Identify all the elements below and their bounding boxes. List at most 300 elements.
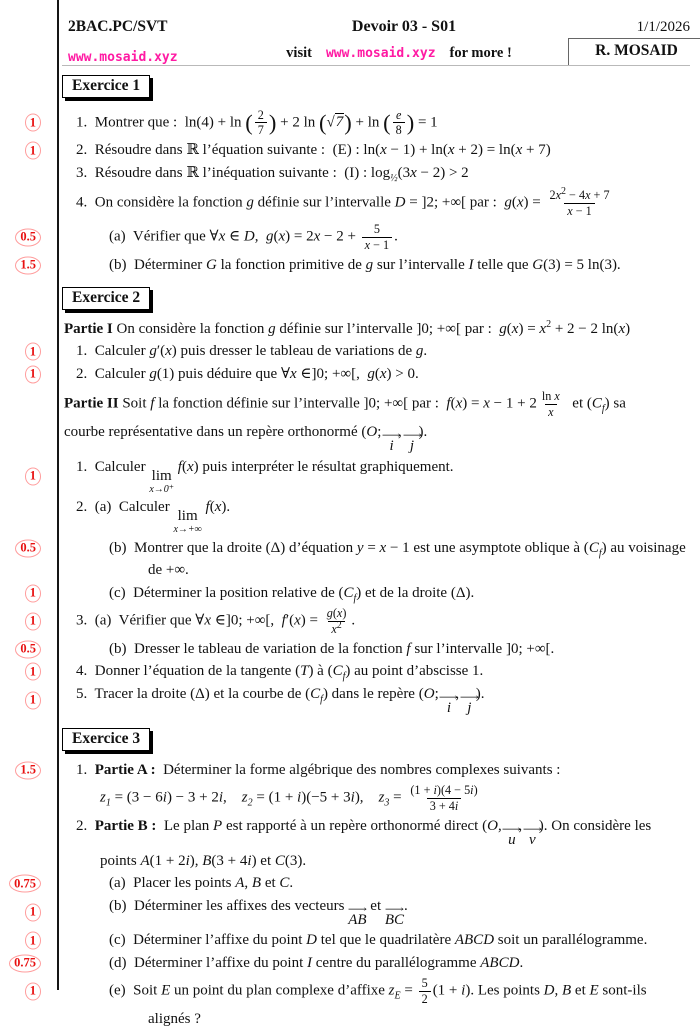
denominator — [419, 991, 431, 1007]
math-var: D — [394, 194, 406, 211]
subscript: 3 — [384, 797, 390, 809]
denominator — [427, 798, 462, 814]
exercise-line — [62, 423, 690, 454]
text: centre du parallélogramme — [312, 954, 481, 971]
text: . — [394, 228, 398, 245]
text: tel que le quadrilatère — [317, 932, 455, 949]
math-var: x — [511, 320, 519, 337]
lim-word: lim — [151, 467, 172, 484]
points-badge — [25, 342, 41, 361]
paren: ) — [344, 109, 352, 135]
exercise-line — [14, 954, 690, 973]
math-var: x — [548, 404, 554, 419]
math-var: x — [379, 539, 387, 556]
exercise-line — [62, 783, 690, 813]
text: 5. Tracer la droite (Δ) et la courbe de ( — [76, 685, 311, 702]
text: 5 — [421, 976, 428, 991]
math-var: C — [274, 852, 285, 869]
subscript: ½ — [390, 172, 398, 184]
math-var: y — [356, 539, 364, 556]
text: définie sur l’intervalle ]0; +∞[ par : — [275, 320, 500, 337]
points-value: 1.5 — [15, 256, 41, 274]
text: ), — [354, 789, 379, 806]
text: ( — [374, 365, 380, 382]
math-var: g — [504, 194, 512, 211]
points-badge — [15, 761, 41, 780]
text: (3) = 5 ln(3). — [543, 256, 621, 273]
math-var: f — [406, 640, 411, 657]
text: ∈]0; +∞[, — [210, 612, 282, 629]
subscript: f — [353, 592, 357, 604]
fraction — [322, 606, 352, 636]
math-var: C — [332, 663, 343, 680]
radicand: 7 — [335, 114, 344, 131]
exercise-heading-row — [62, 278, 690, 316]
text: ) = — [300, 612, 322, 629]
paren: ) — [268, 109, 277, 135]
points-value: 1 — [25, 467, 41, 485]
points-value: 1 — [25, 612, 41, 630]
math-var: i — [461, 982, 466, 999]
visit-line — [238, 45, 560, 65]
points-badge — [25, 691, 41, 710]
math-var: g — [268, 320, 276, 337]
fraction — [544, 188, 614, 218]
math-var: C — [588, 539, 599, 556]
text: (a) Vérifier que ∀ — [109, 228, 219, 245]
text: ) au point d’abscisse 1. — [345, 663, 484, 680]
text: soit un parallélogramme. — [494, 932, 648, 949]
header-row-2 — [68, 38, 690, 65]
denominator — [328, 621, 344, 637]
denominator — [393, 122, 405, 138]
subscript: E — [394, 990, 401, 1002]
text: − 1 — [370, 237, 390, 252]
points-badge — [15, 256, 41, 275]
points-badge — [15, 539, 41, 558]
text: . — [289, 875, 294, 892]
text: ( — [450, 395, 456, 412]
text: 4. Donner l’équation de la tangente ( — [76, 663, 301, 680]
subscript: f — [320, 693, 323, 705]
math-var: P — [213, 818, 223, 835]
text: = — [363, 539, 380, 556]
text: 5 — [373, 222, 380, 237]
exercise-line — [20, 640, 690, 659]
numerator — [407, 783, 480, 798]
math-var: G — [206, 256, 217, 273]
math-var: g — [367, 365, 375, 382]
math-var: x — [555, 188, 561, 203]
text: 3. (a) Vérifier que ∀ — [76, 612, 205, 629]
text: ). On considère les — [538, 818, 652, 835]
text: ( — [273, 228, 279, 245]
text: ) et de la droite (Δ). — [356, 584, 475, 601]
vector-arrow-icon: ⟶ — [459, 691, 480, 702]
denominator — [362, 237, 392, 253]
text: ′( — [156, 343, 166, 360]
website-link[interactable]: www.mosaid.xyz — [68, 50, 178, 65]
superscript: 2 — [561, 186, 566, 198]
points-value: 0.75 — [9, 954, 41, 972]
vector-name: u — [508, 832, 516, 849]
vector — [384, 903, 405, 928]
text: − 1) + ln( — [386, 142, 448, 159]
fraction — [417, 976, 433, 1006]
numerator — [371, 222, 383, 237]
text: (e) Soit — [109, 982, 162, 999]
math-var: x — [447, 142, 455, 159]
exercise-heading: Exercice 1 — [62, 75, 150, 98]
vector-arrow-icon: ⟶ — [439, 691, 459, 702]
exercise-line — [62, 852, 690, 871]
math-var: C — [279, 875, 290, 892]
denominator — [564, 203, 594, 219]
text: ( — [332, 606, 337, 621]
exercise-heading: Exercice 2 — [62, 287, 150, 310]
radical-sign: √ — [326, 114, 335, 131]
text: ) — [473, 783, 478, 798]
text: ( — [181, 458, 187, 475]
math-var: x — [379, 365, 387, 382]
vector-name: j — [467, 699, 472, 716]
subscript: f — [598, 547, 602, 559]
math-var: z — [100, 789, 106, 806]
math-var: x — [410, 164, 417, 181]
page-header — [62, 8, 690, 66]
text: Soit — [118, 395, 151, 412]
math-var: g — [365, 256, 374, 273]
math-var: i — [297, 789, 302, 806]
vector-arrow-icon: ⟶ — [402, 430, 422, 441]
math-var: f — [446, 395, 451, 412]
text: 2. Résoudre dans ℝ l’équation suivante : (E) : ln( — [76, 142, 381, 159]
text: (b) Déterminer — [109, 256, 207, 273]
math-var: x — [290, 365, 297, 382]
text: telle que — [473, 256, 533, 273]
points-badge — [25, 612, 41, 631]
math-var: x — [516, 194, 524, 211]
math-var: D — [543, 982, 555, 999]
lim-word: lim — [177, 508, 198, 525]
math-var: f — [177, 458, 182, 475]
math-var: E — [589, 982, 599, 999]
math-var: g — [246, 194, 254, 211]
limit — [149, 469, 174, 495]
text: , — [254, 228, 266, 245]
text: , — [223, 789, 242, 806]
text: 2. Calculer — [76, 365, 150, 382]
vector — [459, 691, 480, 716]
text: Le plan — [156, 818, 214, 835]
exercise-line — [62, 1010, 690, 1029]
text: et ( — [564, 395, 592, 412]
fraction — [391, 108, 407, 138]
text: , — [244, 875, 252, 892]
text: (3 + 4 — [211, 852, 248, 869]
vector-name: v — [528, 832, 536, 849]
math-var: g — [149, 343, 157, 360]
math-var: i — [162, 789, 167, 806]
text: ) = — [462, 395, 484, 412]
subscript: f — [342, 671, 346, 683]
points-value: 1 — [25, 365, 41, 383]
math-var: B — [251, 875, 262, 892]
text: est rapporté à un repère orthonormé direct ( — [222, 818, 488, 835]
points-value: 0.5 — [15, 640, 41, 658]
math-var: C — [343, 584, 354, 601]
points-value: 0.5 — [15, 539, 41, 557]
exercise-line — [20, 761, 690, 780]
math-var: D — [243, 228, 255, 245]
exercise-line — [62, 389, 690, 419]
text: ) dans le repère ( — [322, 685, 424, 702]
math-var: i — [218, 789, 224, 806]
vector — [502, 824, 522, 849]
paren: ) — [406, 109, 415, 135]
text: (c) Déterminer l’affixe du point — [109, 932, 307, 949]
math-var: g — [265, 228, 274, 245]
points-value: 1 — [25, 903, 41, 921]
math-var: x — [455, 395, 463, 412]
text: . — [351, 612, 356, 629]
points-badge — [25, 113, 41, 132]
math-var: z — [388, 982, 395, 999]
numerator — [546, 188, 612, 203]
bold-text: Partie I — [64, 320, 113, 337]
text: − 1 — [572, 203, 592, 218]
exercise-heading-row — [62, 719, 690, 757]
math-var: A — [235, 875, 245, 892]
text: 2 — [257, 107, 264, 122]
math-var: x — [515, 142, 523, 159]
text: ∈ — [225, 228, 244, 245]
text: 2. — [76, 818, 95, 835]
text: (3). — [284, 852, 307, 869]
text: + 2 ln — [276, 114, 319, 131]
text: 2 — [549, 188, 556, 203]
text: ) — [342, 606, 347, 621]
text: , — [455, 685, 463, 702]
text: ) = 2 — [285, 228, 314, 245]
text: (c) Déterminer la position relative de ( — [109, 584, 344, 601]
text: + 2) = ln( — [454, 142, 516, 159]
exercise-line — [62, 320, 690, 339]
math-var: f — [205, 499, 210, 516]
points-badge — [9, 954, 41, 973]
math-var: x — [483, 395, 490, 412]
text: courbe représentative dans un repère orthonormé ( — [64, 424, 367, 441]
math-var: x — [165, 343, 172, 360]
text: 3. Résoudre dans ℝ l’inéquation suivante : (I) : log — [76, 164, 391, 181]
vector — [439, 691, 459, 716]
vector-arrow-icon: ⟶ — [502, 824, 522, 835]
text: ) — [625, 320, 631, 337]
bold-text: Partie B : — [94, 818, 157, 835]
math-var: A — [140, 852, 150, 869]
math-var: x — [204, 612, 211, 629]
points-badge — [25, 931, 41, 950]
text: ln — [541, 389, 555, 404]
points-badge — [25, 584, 41, 603]
vector-name: i — [446, 699, 452, 716]
math-var: ABCD — [480, 954, 520, 971]
math-var: B — [562, 982, 572, 999]
text: − 1 est une asymptote oblique à ( — [386, 539, 589, 556]
math-var: i — [350, 789, 355, 806]
bold-text: Partie A : — [94, 761, 156, 778]
lim-under: x→+∞ — [173, 524, 202, 536]
points-value: 1 — [25, 584, 41, 602]
text: la fonction définie sur l’intervalle ]0; +∞[ par : — [154, 395, 447, 412]
subscript: f — [601, 403, 605, 415]
vector — [347, 903, 368, 928]
math-var: z — [378, 789, 385, 806]
math-var: B — [202, 852, 212, 869]
math-var: x — [618, 320, 626, 337]
text: = (1 + — [252, 789, 298, 806]
text: − 1 + 2 — [489, 395, 537, 412]
math-var: x — [278, 228, 286, 245]
text: sur l’intervalle ]0; +∞[. — [410, 640, 555, 657]
text: 1. Montrer que : ln(4) + ln — [76, 114, 246, 131]
text: (d) Déterminer l’affixe du point — [109, 954, 307, 971]
text: de +∞. — [148, 562, 189, 579]
math-var: x — [294, 612, 301, 629]
superscript: 2 — [546, 318, 552, 330]
math-var: x — [331, 621, 337, 636]
text: ) sa — [604, 395, 626, 412]
text: 1. Calculer — [76, 458, 150, 475]
course-label: 2BAC.PC/SVT — [68, 18, 168, 35]
exercise-line — [29, 107, 690, 138]
text: ) et — [251, 852, 275, 869]
subscript: 1 — [105, 797, 111, 809]
math-var: i — [470, 783, 474, 798]
math-var: O — [487, 818, 498, 835]
denominator — [545, 404, 556, 420]
text: ) = — [523, 194, 545, 211]
exercise-line — [29, 458, 690, 495]
text: points — [100, 852, 141, 869]
numerator — [393, 108, 404, 123]
points-badge — [15, 640, 41, 659]
paren: ( — [319, 109, 327, 135]
text: 1. Calculer — [76, 343, 150, 360]
subscript: 2 — [247, 797, 253, 809]
math-var: g — [415, 343, 424, 360]
text: alignés ? — [148, 1010, 201, 1027]
exercise-line — [29, 606, 690, 636]
paren: ( — [383, 109, 391, 135]
math-var: x — [380, 142, 387, 159]
text: ) > 0. — [386, 365, 419, 382]
numerator — [255, 108, 267, 123]
bold-text: Partie II — [64, 395, 119, 412]
text: (a) Placer les points — [109, 875, 236, 892]
fraction — [360, 222, 394, 252]
vector — [402, 430, 422, 455]
points-badge — [25, 982, 41, 1001]
text: 2. (a) Calculer — [76, 499, 174, 516]
text: = — [389, 789, 406, 806]
math-var: I — [468, 256, 474, 273]
math-var: x — [364, 237, 371, 252]
vector-arrow-icon: ⟶ — [384, 903, 405, 914]
math-var: i — [454, 799, 459, 814]
author-box: R. MOSAID — [568, 38, 700, 65]
exercise-line — [29, 976, 690, 1006]
visit-text: visit — [286, 45, 312, 61]
text: ; — [434, 685, 443, 702]
text: (1 + — [410, 783, 434, 798]
math-var: D — [306, 932, 317, 949]
text: définie sur l’intervalle — [253, 194, 395, 211]
text: ). — [221, 499, 231, 516]
text: − 2 + — [320, 228, 360, 245]
math-var: z — [241, 789, 248, 806]
exercise-heading-row — [62, 66, 690, 104]
website-link-center[interactable]: www.mosaid.xyz — [325, 46, 436, 61]
text: ) au voisinage — [601, 539, 686, 556]
exercise-line — [62, 561, 690, 580]
text: , — [497, 818, 506, 835]
text: (b) Montrer que la droite (Δ) d’équation — [109, 539, 357, 556]
text: (1) puis déduire que ∀ — [156, 365, 290, 382]
text: ). — [475, 685, 485, 702]
vector-name: i — [389, 438, 394, 455]
math-var: C — [310, 685, 321, 702]
text: , — [554, 982, 562, 999]
exercise-line — [29, 141, 690, 160]
math-var: O — [423, 685, 435, 702]
fraction — [405, 783, 482, 813]
points-value: 1 — [25, 691, 41, 709]
math-var: g — [149, 365, 157, 382]
points-badge — [25, 365, 41, 384]
text: ) à ( — [308, 663, 333, 680]
math-var: x — [539, 320, 547, 337]
math-var: f — [150, 395, 155, 412]
text: 7 — [257, 123, 264, 138]
points-value: 1 — [25, 343, 41, 361]
text: sur l’intervalle — [373, 256, 469, 273]
text: (b) Déterminer les affixes des vecteurs — [109, 897, 349, 914]
numerator — [539, 389, 563, 404]
points-value: 0.75 — [9, 875, 41, 893]
exercise-line — [29, 342, 690, 361]
points-value: 1 — [25, 982, 41, 1000]
math-var: g — [326, 606, 333, 621]
text: )(−5 + 3 — [301, 789, 351, 806]
text: . — [423, 343, 428, 360]
text: et — [571, 982, 590, 999]
text: = (3 − 6 — [110, 789, 163, 806]
text: − 4 — [566, 188, 586, 203]
math-var: O — [366, 424, 378, 441]
math-var: i — [185, 852, 190, 869]
text: ) puis interpréter le résultat graphiquement. — [193, 458, 454, 475]
exercise-line — [29, 365, 690, 384]
points-badge — [25, 903, 41, 922]
exercise-line — [62, 817, 690, 848]
points-value: 1 — [25, 114, 41, 132]
date-label: 1/1/2026 — [636, 19, 690, 35]
points-badge — [9, 874, 41, 893]
text: ). — [418, 424, 428, 441]
exercise-heading: Exercice 3 — [62, 728, 150, 751]
points-value: 1 — [25, 142, 41, 160]
